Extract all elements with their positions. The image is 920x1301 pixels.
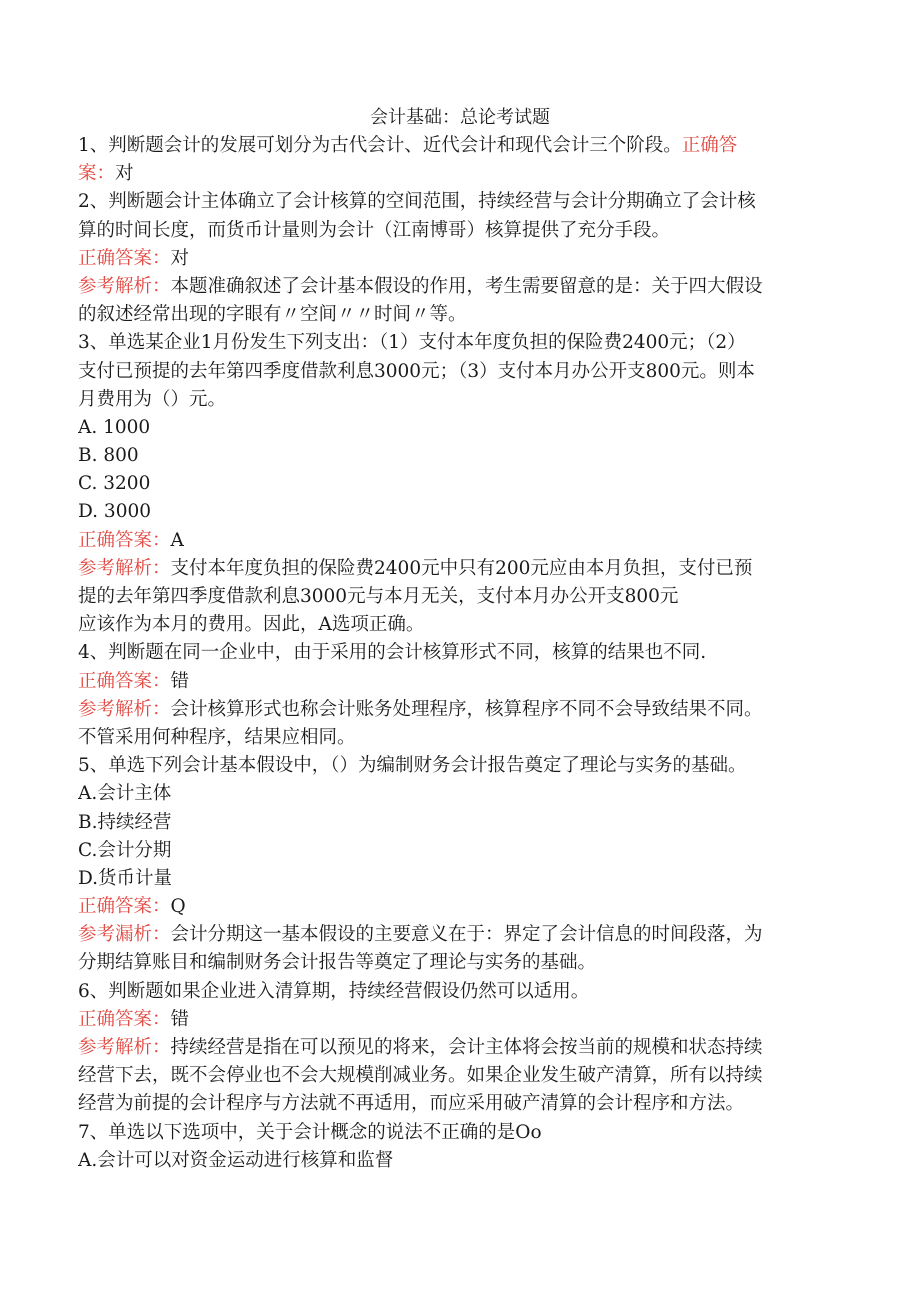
text-segment: 持续经营是指在可以预见的将来，会计主体将会按当前的规模和状态持续 bbox=[170, 1037, 763, 1058]
text-line bbox=[78, 949, 833, 977]
text-segment: 支付已预提的去年第四季度借款利息3000元；（3）支付本月办公开支800元。则本 bbox=[78, 360, 755, 382]
text-line bbox=[78, 1147, 833, 1175]
text-segment: B.持续经营 bbox=[78, 811, 172, 833]
text-line bbox=[78, 865, 833, 893]
text-line bbox=[78, 188, 833, 216]
text-line bbox=[78, 386, 833, 414]
text-line bbox=[78, 470, 833, 498]
text-segment: 的叙述经常出现的字眼有〃空间〃〃时间〃等。 bbox=[78, 304, 467, 326]
text-line bbox=[78, 442, 833, 470]
text-line bbox=[78, 583, 833, 611]
text-segment: A bbox=[170, 529, 184, 551]
text-line bbox=[78, 752, 833, 780]
text-segment: 6、判断题如果企业进入清算期，持续经营假设仍然可以适用。 bbox=[78, 980, 590, 1002]
text-line bbox=[78, 893, 833, 921]
answer-label: 正确答案： bbox=[78, 896, 171, 918]
text-segment: 经营下去，既不会停业也不会大规模削减业务。如果企业发生破产清算，所有以持续 bbox=[78, 1065, 763, 1087]
text-line bbox=[78, 1090, 833, 1118]
text-line bbox=[78, 921, 833, 949]
answer-label: 参考解析： bbox=[78, 1037, 171, 1058]
text-segment: 会计分期这一基本假设的主要意义在于：界定了会计信息的时间段落，为 bbox=[170, 924, 763, 946]
text-line bbox=[78, 132, 833, 160]
text-segment: 本题准确叙述了会计基本假设的作用，考生需要留意的是：关于四大假设 bbox=[170, 275, 763, 297]
text-segment: D.货币计量 bbox=[78, 867, 173, 889]
answer-label: 参考漏析： bbox=[78, 924, 171, 946]
text-line bbox=[78, 611, 833, 639]
answer-label: 正确答案： bbox=[78, 670, 171, 692]
text-segment: 2、判断题会计主体确立了会计核算的空间范围，持续经营与会计分期确立了会计核 bbox=[78, 191, 756, 213]
answer-label: 参考解析： bbox=[78, 698, 171, 720]
text-line bbox=[78, 809, 833, 837]
text-segment: 对 bbox=[170, 247, 190, 269]
text-segment: B. 800 bbox=[78, 445, 139, 467]
page-title: 会计基础：总论考试题 bbox=[370, 107, 550, 128]
answer-label: 正确答案： bbox=[78, 529, 171, 551]
text-line bbox=[78, 358, 833, 386]
text-line bbox=[78, 639, 833, 667]
text-segment: 7、单选以下选项中，关于会计概念的说法不正确的是Oo bbox=[78, 1121, 542, 1143]
text-segment: A.会计可以对资金运动进行核算和监督 bbox=[78, 1149, 394, 1171]
answer-label: 参考解析： bbox=[78, 275, 171, 297]
text-line bbox=[78, 1034, 833, 1062]
text-segment: 不管采用何种程序，结果应相同。 bbox=[78, 726, 356, 748]
answer-label: 正确答案： bbox=[78, 1008, 171, 1030]
text-segment: 经营为前提的会计程序与方法就不再适用，而应采用破产清算的会计程序和方法。 bbox=[78, 1093, 745, 1115]
answer-label: 参考解析： bbox=[78, 557, 171, 579]
text-line bbox=[78, 160, 833, 188]
text-segment: 算的时间长度，而货币计量则为会计（江南博哥）核算提供了充分手段。 bbox=[78, 219, 671, 241]
text-segment: 提的去年第四季度借款利息3000元与本月无关，支付本月办公开支800元 bbox=[78, 586, 679, 607]
text-segment: 1、判断题会计的发展可划分为古代会计、近代会计和现代会计三个阶段。 bbox=[78, 135, 682, 156]
document-body bbox=[78, 132, 833, 1175]
text-segment: Q bbox=[170, 896, 186, 918]
text-segment: 会计核算形式也称会计账务处理程序，核算程序不同不会导致结果不同。 bbox=[170, 698, 763, 720]
text-segment: 分期结算账目和编制财务会计报告等奠定了理论与实务的基础。 bbox=[78, 952, 597, 974]
text-line bbox=[78, 1119, 833, 1147]
text-line bbox=[78, 724, 833, 752]
text-segment: 应该作为本月的费用。因此，A选项正确。 bbox=[78, 614, 425, 636]
text-segment: 对 bbox=[115, 163, 134, 185]
text-line bbox=[78, 555, 833, 583]
text-line bbox=[78, 1006, 833, 1034]
text-line bbox=[78, 1062, 833, 1090]
text-segment: 月费用为（）元。 bbox=[78, 388, 227, 410]
text-line bbox=[78, 217, 833, 245]
text-line bbox=[78, 245, 833, 273]
text-line bbox=[78, 414, 833, 442]
text-line bbox=[78, 273, 833, 301]
text-segment: C. 3200 bbox=[78, 473, 151, 495]
text-segment: 3、单选某企业1月份发生下列支出：（1）支付本年度负担的保险费2400元；（2） bbox=[78, 332, 746, 354]
answer-label: 正确答案： bbox=[78, 247, 171, 269]
text-segment: 4、判断题在同一企业中，由于采用的会计核算形式不同，核算的结果也不同. bbox=[78, 642, 707, 664]
text-line bbox=[78, 329, 833, 357]
text-segment: A. 1000 bbox=[78, 416, 151, 438]
text-line bbox=[78, 498, 833, 526]
text-line bbox=[78, 696, 833, 724]
text-line bbox=[78, 780, 833, 808]
text-segment: 支付本年度负担的保险费2400元中只有200元应由本月负担，支付已预 bbox=[170, 557, 753, 579]
text-segment: C.会计分期 bbox=[78, 839, 172, 861]
text-line bbox=[78, 978, 833, 1006]
answer-label: 正确答 bbox=[681, 135, 738, 156]
text-segment: 5、单选下列会计基本假设中，（）为编制财务会计报告奠定了理论与实务的基础。 bbox=[78, 755, 747, 777]
text-line bbox=[78, 668, 833, 696]
answer-label: 案： bbox=[78, 163, 116, 185]
text-segment: 错 bbox=[170, 1008, 190, 1030]
text-segment: D. 3000 bbox=[78, 501, 152, 523]
text-segment: A.会计主体 bbox=[78, 783, 172, 805]
text-line bbox=[78, 837, 833, 865]
text-line bbox=[78, 301, 833, 329]
text-segment: 错 bbox=[170, 670, 190, 692]
text-line bbox=[78, 527, 833, 555]
